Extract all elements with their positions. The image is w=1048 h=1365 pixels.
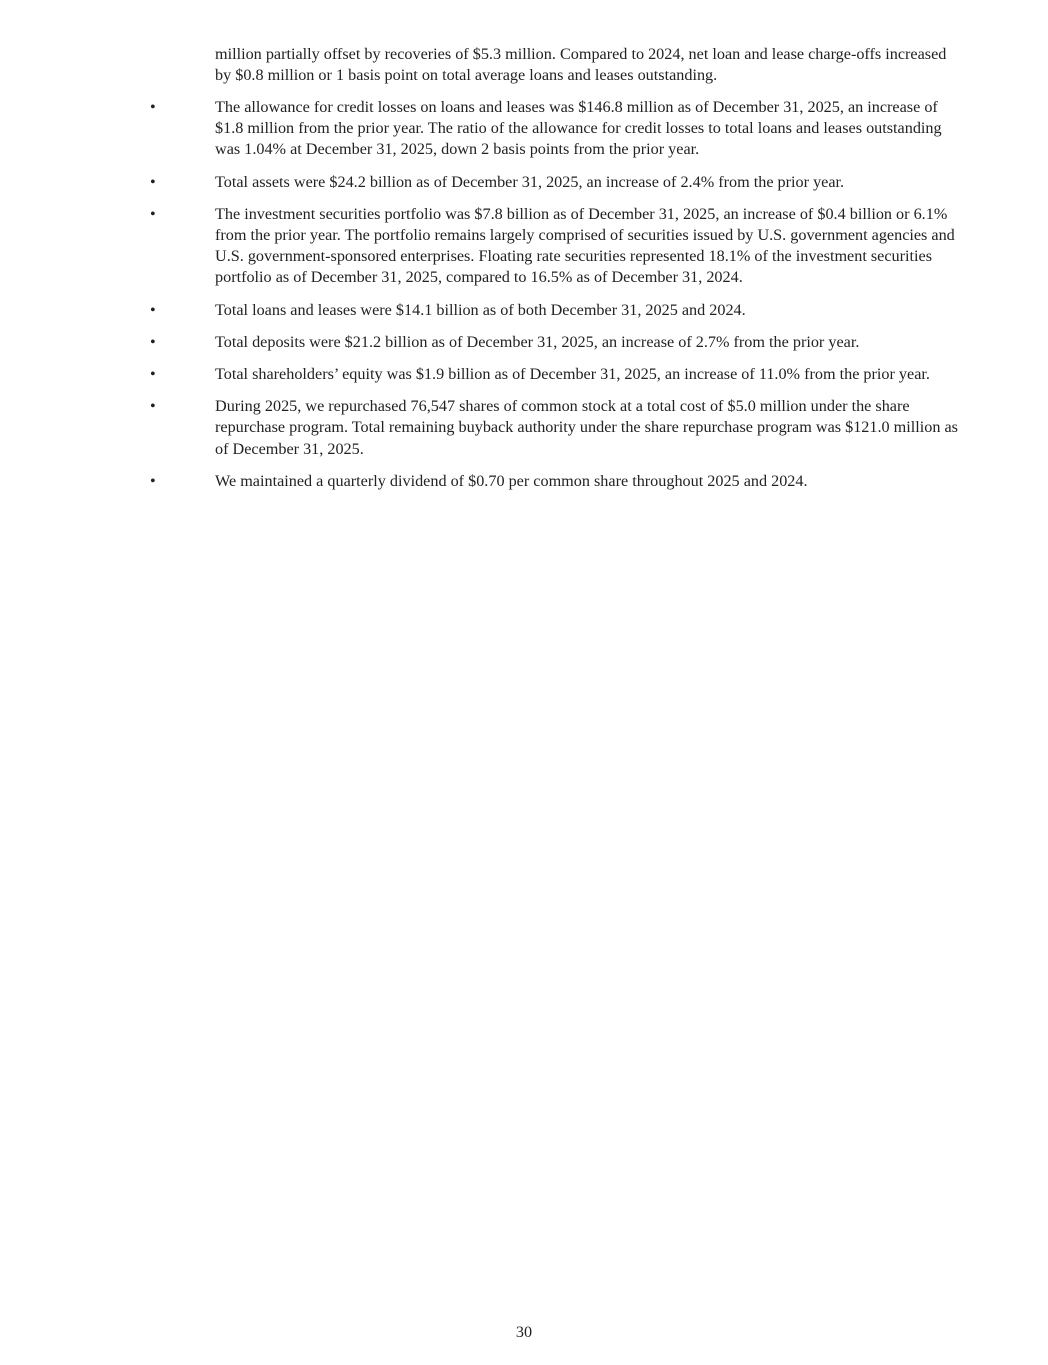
list-item-text: Total assets were $24.2 billion as of December 31, 2025, an increase of 2.4% from the prior year. [215, 172, 845, 191]
list-item-text: The allowance for credit losses on loans and leases was $146.8 million as of December 31, 2025, an increase of $1.8 million from the prior year. The ratio of the allowance for credit losses to total loans and leases outstanding was 1.04% at December 31, 2025, down 2 basis points from the prior year. [215, 98, 942, 159]
bullet-icon: • [150, 471, 156, 490]
list-item-text: Total deposits were $21.2 billion as of December 31, 2025, an increase of 2.7% from the prior year. [215, 332, 860, 351]
page-number: 30 [515, 1323, 533, 1341]
bullet-icon: • [150, 397, 156, 416]
bullet-icon: • [150, 332, 156, 351]
list-item [0, 396, 1048, 460]
list-item-text: Total loans and leases were $14.1 billion as of both December 31, 2025 and 2024. [215, 300, 746, 319]
list-item [0, 172, 1048, 193]
list-item-text: We maintained a quarterly dividend of $0.70 per common share throughout 2025 and 2024. [215, 471, 808, 490]
bullet-icon: • [150, 204, 156, 223]
bullet-icon: • [150, 172, 156, 191]
list-item [0, 332, 1048, 353]
list-item [0, 471, 1048, 492]
list-item-text: During 2025, we repurchased 76,547 shares of common stock at a total cost of $5.0 million under the share repurchase program. Total remaining buyback authority under the share repurchase program was $121.0 million as of December 31, 2025. [215, 397, 958, 458]
list-item [0, 364, 1048, 385]
bullet-icon: • [150, 300, 156, 319]
bullet-icon: • [150, 365, 156, 384]
bullet-icon: • [150, 98, 156, 116]
list-item-text: The investment securities portfolio was $7.8 billion as of December 31, 2025, an increase of $0.4 billion or 6.1% from the prior year. The portfolio remains largely comprised of securities issued by U.S. government agencies and U.S. government-sponsored enterprises. Floating rate securities represented 18.1% of the investment securities portfolio as of December 31, 2025, compared to 16.5% as of December 31, 2024. [215, 204, 955, 287]
list-item-text: Total shareholders’ equity was $1.9 billion as of December 31, 2025, an increase of 11.0% from the prior year. [215, 365, 930, 384]
list-item [0, 300, 1048, 321]
list-item [0, 204, 1048, 289]
continuation-paragraph: million partially offset by recoveries of $5.3 million. Compared to 2024, net loan and lease charge-offs increased by $0.8 million or 1 basis point on total average loans and leases outstanding. [215, 45, 947, 85]
list-item [0, 97, 1048, 161]
bullet-list [0, 97, 1048, 503]
